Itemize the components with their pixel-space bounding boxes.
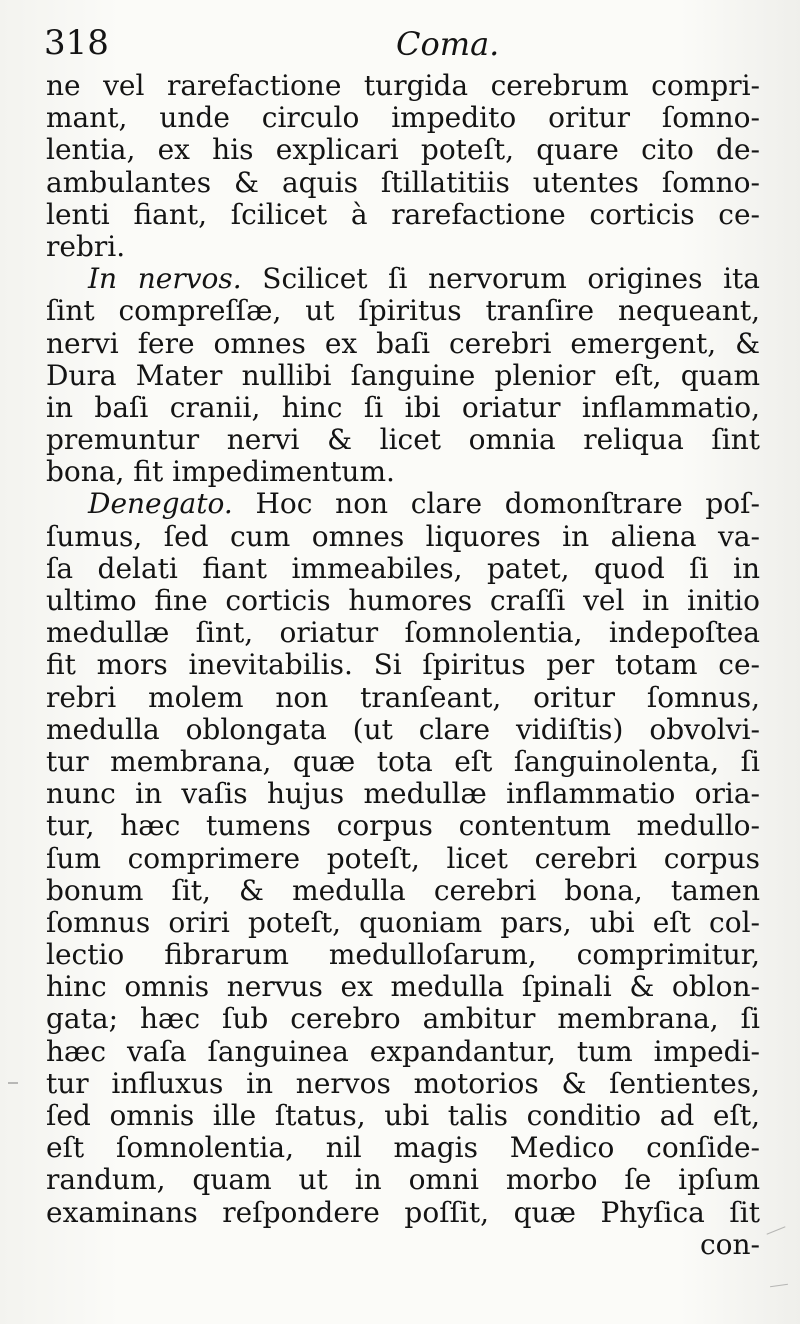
text-line: tur influxus in nervos motorios & ſentientes, (46, 1066, 760, 1100)
page-number: 318 (44, 23, 109, 63)
text-line: tur, hæc tumens corpus contentum medullo- (46, 809, 760, 843)
text-line: ſomnus oriri poteſt, quoniam pars, ubi eſt col- (46, 905, 760, 939)
text-line: tur membrana, quæ tota eſt ſanguinolenta, ſi (46, 744, 760, 778)
text-line: medulla oblongata (ut clare vidiſtis) obvolvi- (46, 712, 760, 746)
text-line: gata; hæc ſub cerebro ambitur membrana, ſi (46, 1002, 760, 1036)
text-line: eſt ſomnolentia, nil magis Medico conſide- (46, 1131, 760, 1165)
text-line: rebri. (46, 229, 126, 263)
text-line: ne vel rarefactione turgida cerebrum compri- (46, 69, 760, 102)
text-line: ſint compreſſæ, ut ſpiritus tranſire nequeant, (46, 294, 760, 328)
text-line: fit mors inevitabilis. Si ſpiritus per totam ce- (46, 648, 760, 682)
catchword: con- (699, 1227, 760, 1261)
text-line: lenti fiant, ſcilicet à rarefactione corticis ce- (46, 197, 760, 231)
text-line: nunc in vaſis hujus medullæ inflammatio oria- (46, 777, 760, 811)
body-text (46, 70, 760, 1261)
text-line: lectio fibrarum medulloſarum, comprimitur, (46, 938, 760, 972)
paragraph-start-line (46, 488, 760, 520)
text-line: ſumus, ſed cum omnes liquores in aliena va- (46, 519, 760, 553)
text-line: hinc omnis nervus ex medulla ſpinali & oblon- (46, 970, 760, 1004)
text-line: mant, unde circulo impedito oritur ſomno- (46, 101, 760, 135)
text-line: ſum comprimere poteſt, licet cerebri corpus (46, 841, 760, 875)
text-line: Dura Mater nullibi ſanguine plenior eſt, quam (46, 358, 760, 392)
page-header (44, 23, 756, 74)
text-line: ambulantes & aquis ſtillatitiis utentes ſomno- (46, 165, 760, 199)
text-line: medullæ ſint, oriatur ſomnolentia, indepoſtea (46, 616, 760, 650)
paragraph-text: Scilicet ſi nervorum origines ita (241, 262, 760, 296)
paragraph-start-line (46, 263, 760, 295)
scan-speck (8, 1082, 18, 1084)
text-line: ſa delati fiant immeabiles, patet, quod ſi in (46, 551, 760, 585)
text-line: randum, quam ut in omni morbo ſe ipſum (46, 1163, 760, 1197)
text-line: premuntur nervi & licet omnia reliqua ſint (46, 423, 760, 457)
running-title: Coma. (396, 25, 500, 63)
paragraph-lead: In nervos. (88, 262, 242, 296)
text-line: bona, fit impedimentum. (46, 455, 395, 489)
paragraph-lead: Denegato. (88, 487, 233, 521)
text-line: in baſi cranii, hinc ſi ibi oriatur inflammatio, (46, 390, 760, 424)
text-line: rebri molem non tranſeant, oritur ſomnus, (46, 680, 760, 714)
paragraph-text: Hoc non clare domonſtrare poſ- (232, 487, 760, 521)
scan-speck (767, 1226, 786, 1234)
text-line: lentia, ex his explicari poteſt, quare cito de- (46, 133, 760, 167)
text-line: nervi fere omnes ex baſi cerebri emergent, & (46, 326, 760, 360)
text-line: hæc vaſa ſanguinea expandantur, tum impedi- (46, 1034, 760, 1068)
text-line: bonum ſit, & medulla cerebri bona, tamen (46, 873, 760, 907)
scan-speck (770, 1284, 788, 1287)
text-line: ſed omnis ille ſtatus, ubi talis conditio ad eſt, (46, 1099, 760, 1132)
text-line: ultimo fine corticis humores craſſi vel in initio (46, 584, 760, 617)
text-line: examinans reſpondere poſſit, quæ Phyſica ſit (46, 1195, 760, 1229)
